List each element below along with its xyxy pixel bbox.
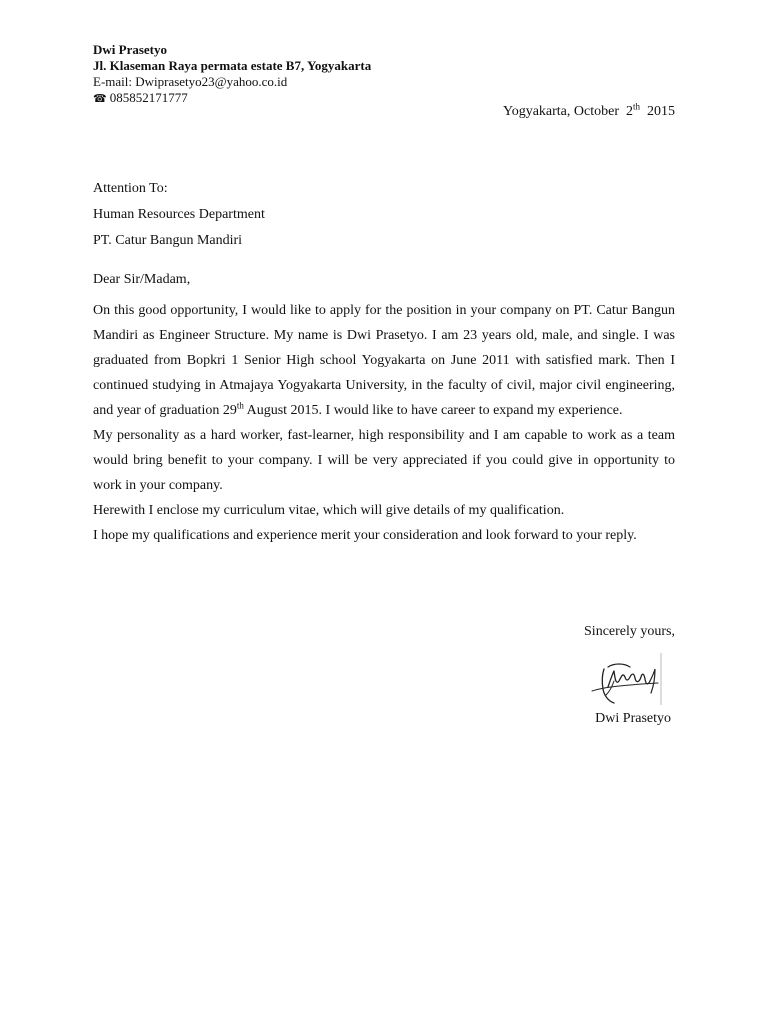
sender-block: [93, 42, 371, 107]
body-paragraph-1: [93, 298, 675, 423]
body-p1-sup: th: [236, 400, 244, 411]
date-day: 2: [625, 104, 633, 119]
attention-block: [93, 176, 265, 254]
letter-date: [502, 101, 675, 120]
salutation: Dear Sir/Madam,: [93, 272, 191, 287]
date-year: 2015: [647, 104, 675, 119]
attention-department: Human Resources Department: [93, 207, 265, 222]
sender-phone-line: [93, 90, 371, 107]
body-p1-text: On this good opportunity, I would like to apply for the position in your company on PT. Catur Bangun Mandiri as Engineer Structure. My name is Dwi Prasetyo. I am 23 years old, male, and single. I was graduated from Bopkri 1 Senior High school Yogyakarta on June 2011 with satisfied mark. Then I continued studying in Atmajaya Yogyakarta University, in the faculty of civil, major civil engineering, and year of graduation 29: [93, 303, 675, 418]
sender-name: Dwi Prasetyo: [93, 42, 168, 57]
body-paragraph-2: My personality as a hard worker, fast-learner, high responsibility and I am capable to work as a team would bring benefit to your company. I will be very appreciated if you could give in opportunity to work in your company.: [93, 428, 675, 493]
body-p1-tail: August 2015. I would like to have career to expand my experience.: [243, 403, 623, 418]
closing: Sincerely yours,: [584, 624, 675, 639]
attention-company: PT. Catur Bangun Mandiri: [93, 233, 243, 248]
letter-body: [93, 298, 675, 548]
signer-name: Dwi Prasetyo: [595, 711, 671, 726]
signature-image: [584, 651, 664, 707]
attention-label: Attention To:: [93, 181, 168, 196]
phone-icon: ☎: [93, 92, 107, 105]
body-paragraph-4: I hope my qualifications and experience merit your consideration and look forward to your reply.: [93, 528, 637, 543]
body-paragraph-3: Herewith I enclose my curriculum vitae, which will give details of my qualification.: [93, 503, 565, 518]
date-day-suffix: th: [632, 101, 640, 112]
sender-address: Jl. Klaseman Raya permata estate B7, Yogyakarta: [93, 58, 372, 73]
date-city-month: Yogyakarta, October: [502, 104, 619, 119]
sender-phone: 085852171777: [109, 90, 188, 105]
sender-email: E-mail: Dwiprasetyo23@yahoo.co.id: [93, 74, 288, 89]
